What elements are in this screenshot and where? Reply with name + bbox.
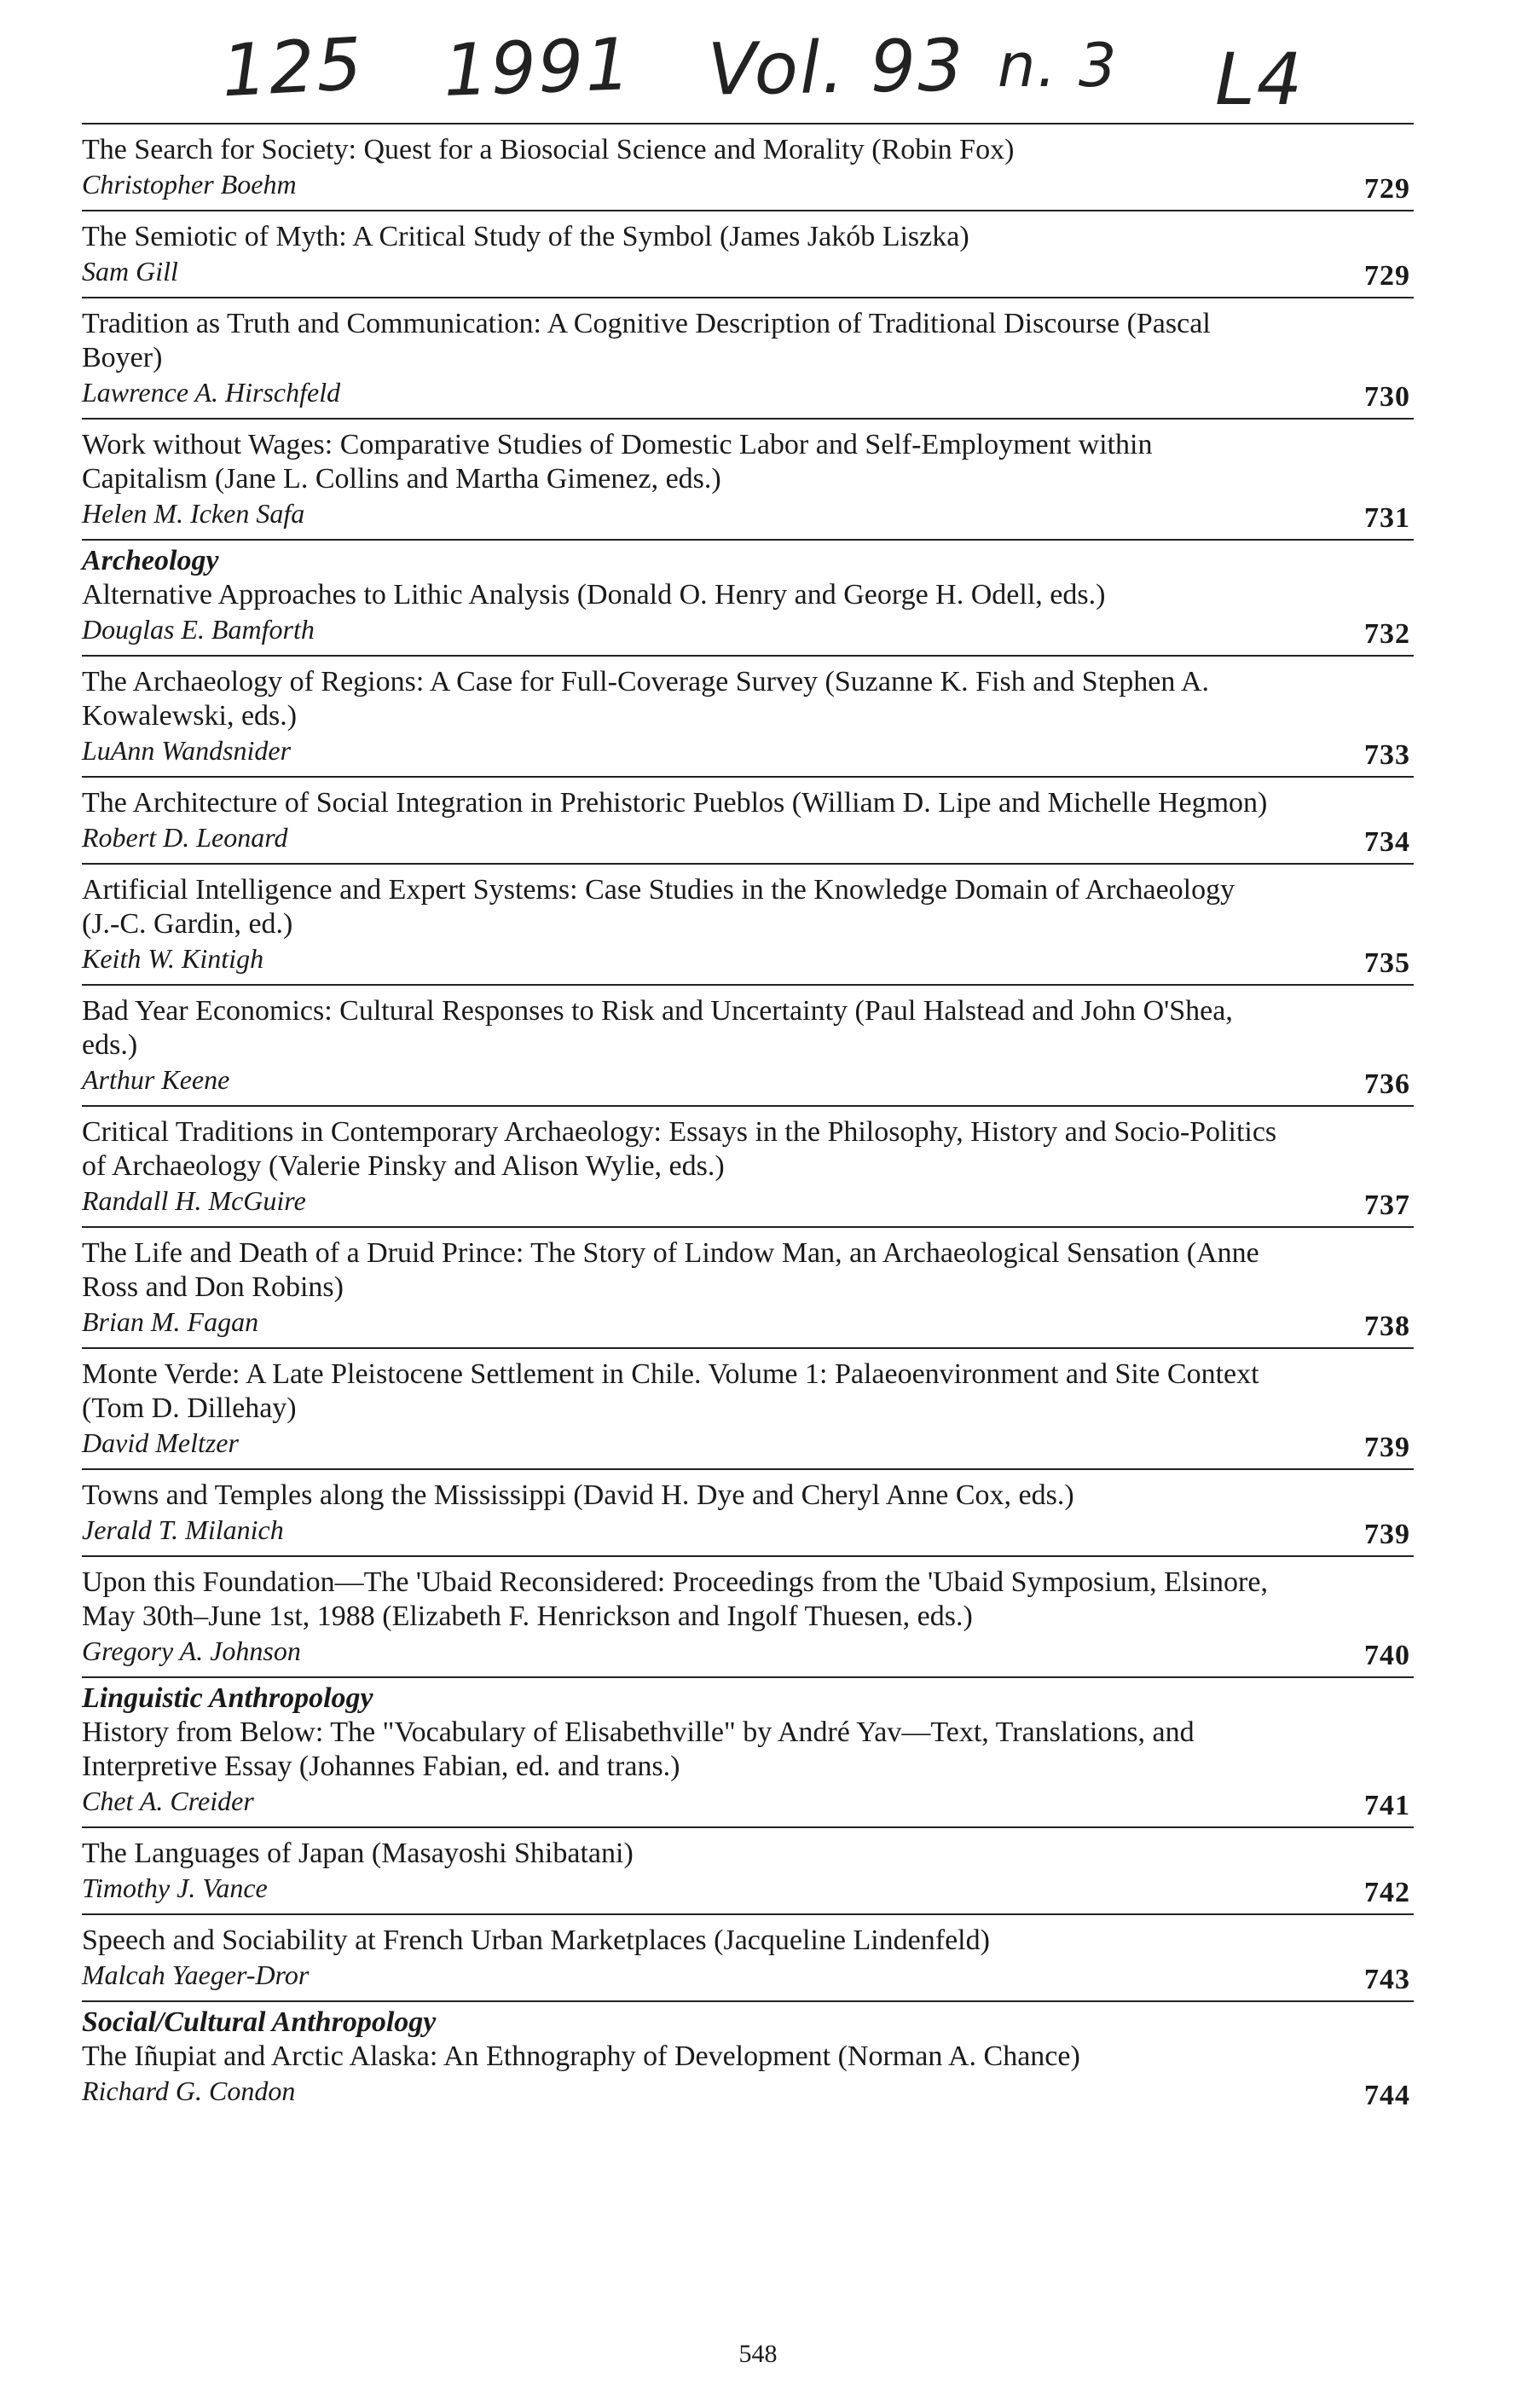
- toc-entry: [82, 1226, 1414, 1347]
- toc-entry: [82, 863, 1414, 984]
- toc-entry: [82, 1555, 1414, 1676]
- reviewer-name: Robert D. Leonard: [82, 822, 288, 853]
- reviewer-line: [82, 1426, 1414, 1463]
- reviewer-line: [82, 1634, 1414, 1671]
- page-ref: 741: [1364, 1790, 1410, 1821]
- reviewer-line: [82, 2074, 1414, 2111]
- page-ref: 738: [1364, 1311, 1410, 1342]
- page-ref: 740: [1364, 1640, 1410, 1671]
- book-title: Upon this Foundation—The 'Ubaid Reconsidered: Proceedings from the 'Ubaid Symposium, Elsinore, May 30th–June 1st, 1988 (Elizabeth F. Henrickson and Ingolf Thuesen, eds.): [82, 1566, 1268, 1632]
- toc-entry: [82, 1913, 1414, 2000]
- book-title: The Search for Society: Quest for a Biosocial Science and Morality (Robin Fox): [82, 134, 1015, 165]
- book-title: Bad Year Economics: Cultural Responses to Risk and Uncertainty (Paul Halstead and John O'Shea, eds.): [82, 995, 1233, 1061]
- reviewer-line: [82, 941, 1414, 979]
- book-title: Tradition as Truth and Communication: A Cognitive Description of Traditional Discourse (Pascal Boyer): [82, 308, 1211, 373]
- reviewer-line: [82, 1784, 1414, 1821]
- section-heading: Social/Cultural Anthropology: [82, 2006, 437, 2038]
- book-title: Monte Verde: A Late Pleistocene Settlement in Chile. Volume 1: Palaeoenvironment and Site Context (Tom D. Dillehay): [82, 1358, 1259, 1424]
- book-title: The Archaeology of Regions: A Case for Full-Coverage Survey (Suzanne K. Fish and Stephen A. Kowalewski, eds.): [82, 666, 1209, 732]
- toc-entry: [82, 655, 1414, 776]
- book-title: History from Below: The "Vocabulary of Elisabethville" by André Yav—Text, Translations, and Interpretive Essay (Johannes Fabian, ed. and trans.): [82, 1716, 1195, 1782]
- page-ref: 744: [1364, 2080, 1410, 2111]
- book-title: Critical Traditions in Contemporary Archaeology: Essays in the Philosophy, History and Socio-Politics of Archaeology (Valerie Pinsky and Alison Wylie, eds.): [82, 1116, 1277, 1182]
- toc-entry: [82, 418, 1414, 539]
- reviewer-name: LuAnn Wandsnider: [82, 735, 292, 766]
- reviewer-name: Arthur Keene: [82, 1064, 230, 1095]
- handwritten-note-issue: n. 3: [998, 31, 1119, 101]
- book-title: Work without Wages: Comparative Studies of Domestic Labor and Self-Employment within Capitalism (Jane L. Collins and Martha Gimenez, eds.): [82, 429, 1153, 495]
- reviewer-name: Sam Gill: [82, 256, 178, 287]
- reviewer-name: David Meltzer: [82, 1427, 239, 1458]
- toc-entry: [82, 123, 1414, 210]
- toc-entry: [82, 210, 1414, 297]
- reviewer-line: [82, 1958, 1414, 1995]
- reviewer-name: Brian M. Fagan: [82, 1306, 259, 1337]
- page-ref: 739: [1364, 1432, 1410, 1463]
- page-ref: 743: [1364, 1964, 1410, 1995]
- page-ref: 731: [1364, 502, 1410, 534]
- reviewer-line: [82, 1184, 1414, 1221]
- page-ref: 729: [1364, 260, 1410, 292]
- toc-entry: [82, 2000, 1414, 2116]
- section-heading: Archeology: [82, 545, 219, 576]
- page-ref: 742: [1364, 1877, 1410, 1908]
- toc-entry: [82, 776, 1414, 863]
- page-ref: 729: [1364, 173, 1410, 205]
- toc-entry: [82, 297, 1414, 418]
- page-ref: 730: [1364, 381, 1410, 413]
- page-ref: 736: [1364, 1068, 1410, 1100]
- handwritten-note-volume: Vol. 93: [707, 23, 966, 112]
- page-ref: 737: [1364, 1190, 1410, 1221]
- reviewer-line: [82, 612, 1414, 650]
- page-ref: 735: [1364, 947, 1410, 979]
- toc-entry: [82, 539, 1414, 655]
- book-title: Speech and Sociability at French Urban Marketplaces (Jacqueline Lindenfeld): [82, 1925, 990, 1956]
- handwritten-note-year: 1991: [442, 22, 634, 113]
- toc-entry: [82, 1676, 1414, 1826]
- book-title: The Life and Death of a Druid Prince: The Story of Lindow Man, an Archaeological Sensation (Anne Ross and Don Robins): [82, 1237, 1259, 1303]
- reviewer-line: [82, 1062, 1414, 1100]
- book-title: The Semiotic of Myth: A Critical Study of the Symbol (James Jakób Liszka): [82, 221, 969, 252]
- reviewer-name: Lawrence A. Hirschfeld: [82, 377, 341, 408]
- reviewer-line: [82, 1871, 1414, 1908]
- toc-entry: [82, 984, 1414, 1105]
- handwritten-note-number: 125: [219, 21, 366, 113]
- toc-entry: [82, 1105, 1414, 1226]
- reviewer-name: Helen M. Icken Safa: [82, 498, 305, 529]
- toc-entry: [82, 1826, 1414, 1913]
- reviewer-name: Douglas E. Bamforth: [82, 614, 315, 645]
- book-title: The Languages of Japan (Masayoshi Shibatani): [82, 1838, 634, 1869]
- toc-entry: [82, 1468, 1414, 1555]
- book-title: The Architecture of Social Integration in Prehistoric Pueblos (William D. Lipe and Michelle Hegmon): [82, 787, 1268, 819]
- reviewer-line: [82, 733, 1414, 771]
- page-ref: 734: [1364, 826, 1410, 858]
- reviewer-line: [82, 820, 1414, 858]
- book-title: The Iñupiat and Arctic Alaska: An Ethnography of Development (Norman A. Chance): [82, 2040, 1080, 2072]
- reviewer-name: Malcah Yaeger-Dror: [82, 1959, 310, 1990]
- table-of-contents: [82, 123, 1414, 2116]
- toc-entry: [82, 1347, 1414, 1468]
- page-ref: 733: [1364, 739, 1410, 771]
- page-ref: 732: [1364, 618, 1410, 650]
- book-title: Alternative Approaches to Lithic Analysis (Donald O. Henry and George H. Odell, eds.): [82, 579, 1106, 611]
- reviewer-name: Jerald T. Milanich: [82, 1514, 284, 1545]
- handwritten-note-code: L4: [1215, 38, 1305, 121]
- reviewer-name: Timothy J. Vance: [82, 1873, 268, 1903]
- book-title: Towns and Temples along the Mississippi (David H. Dye and Cheryl Anne Cox, eds.): [82, 1479, 1074, 1511]
- page-ref: 739: [1364, 1519, 1410, 1550]
- reviewer-name: Keith W. Kintigh: [82, 943, 264, 974]
- reviewer-line: [82, 496, 1414, 534]
- reviewer-name: Christopher Boehm: [82, 169, 297, 200]
- reviewer-name: Randall H. McGuire: [82, 1185, 306, 1216]
- reviewer-line: [82, 375, 1414, 413]
- handwritten-note: [196, 17, 1356, 119]
- section-heading: Linguistic Anthropology: [82, 1682, 373, 1714]
- reviewer-name: Chet A. Creider: [82, 1786, 254, 1816]
- reviewer-line: [82, 167, 1414, 205]
- reviewer-line: [82, 1513, 1414, 1550]
- reviewer-line: [82, 1305, 1414, 1342]
- page-number: 548: [738, 2340, 778, 2368]
- reviewer-name: Gregory A. Johnson: [82, 1635, 301, 1666]
- reviewer-line: [82, 254, 1414, 292]
- reviewer-name: Richard G. Condon: [82, 2075, 296, 2106]
- book-title: Artificial Intelligence and Expert Systems: Case Studies in the Knowledge Domain of Archaeology (J.-C. Gardin, ed.): [82, 874, 1235, 940]
